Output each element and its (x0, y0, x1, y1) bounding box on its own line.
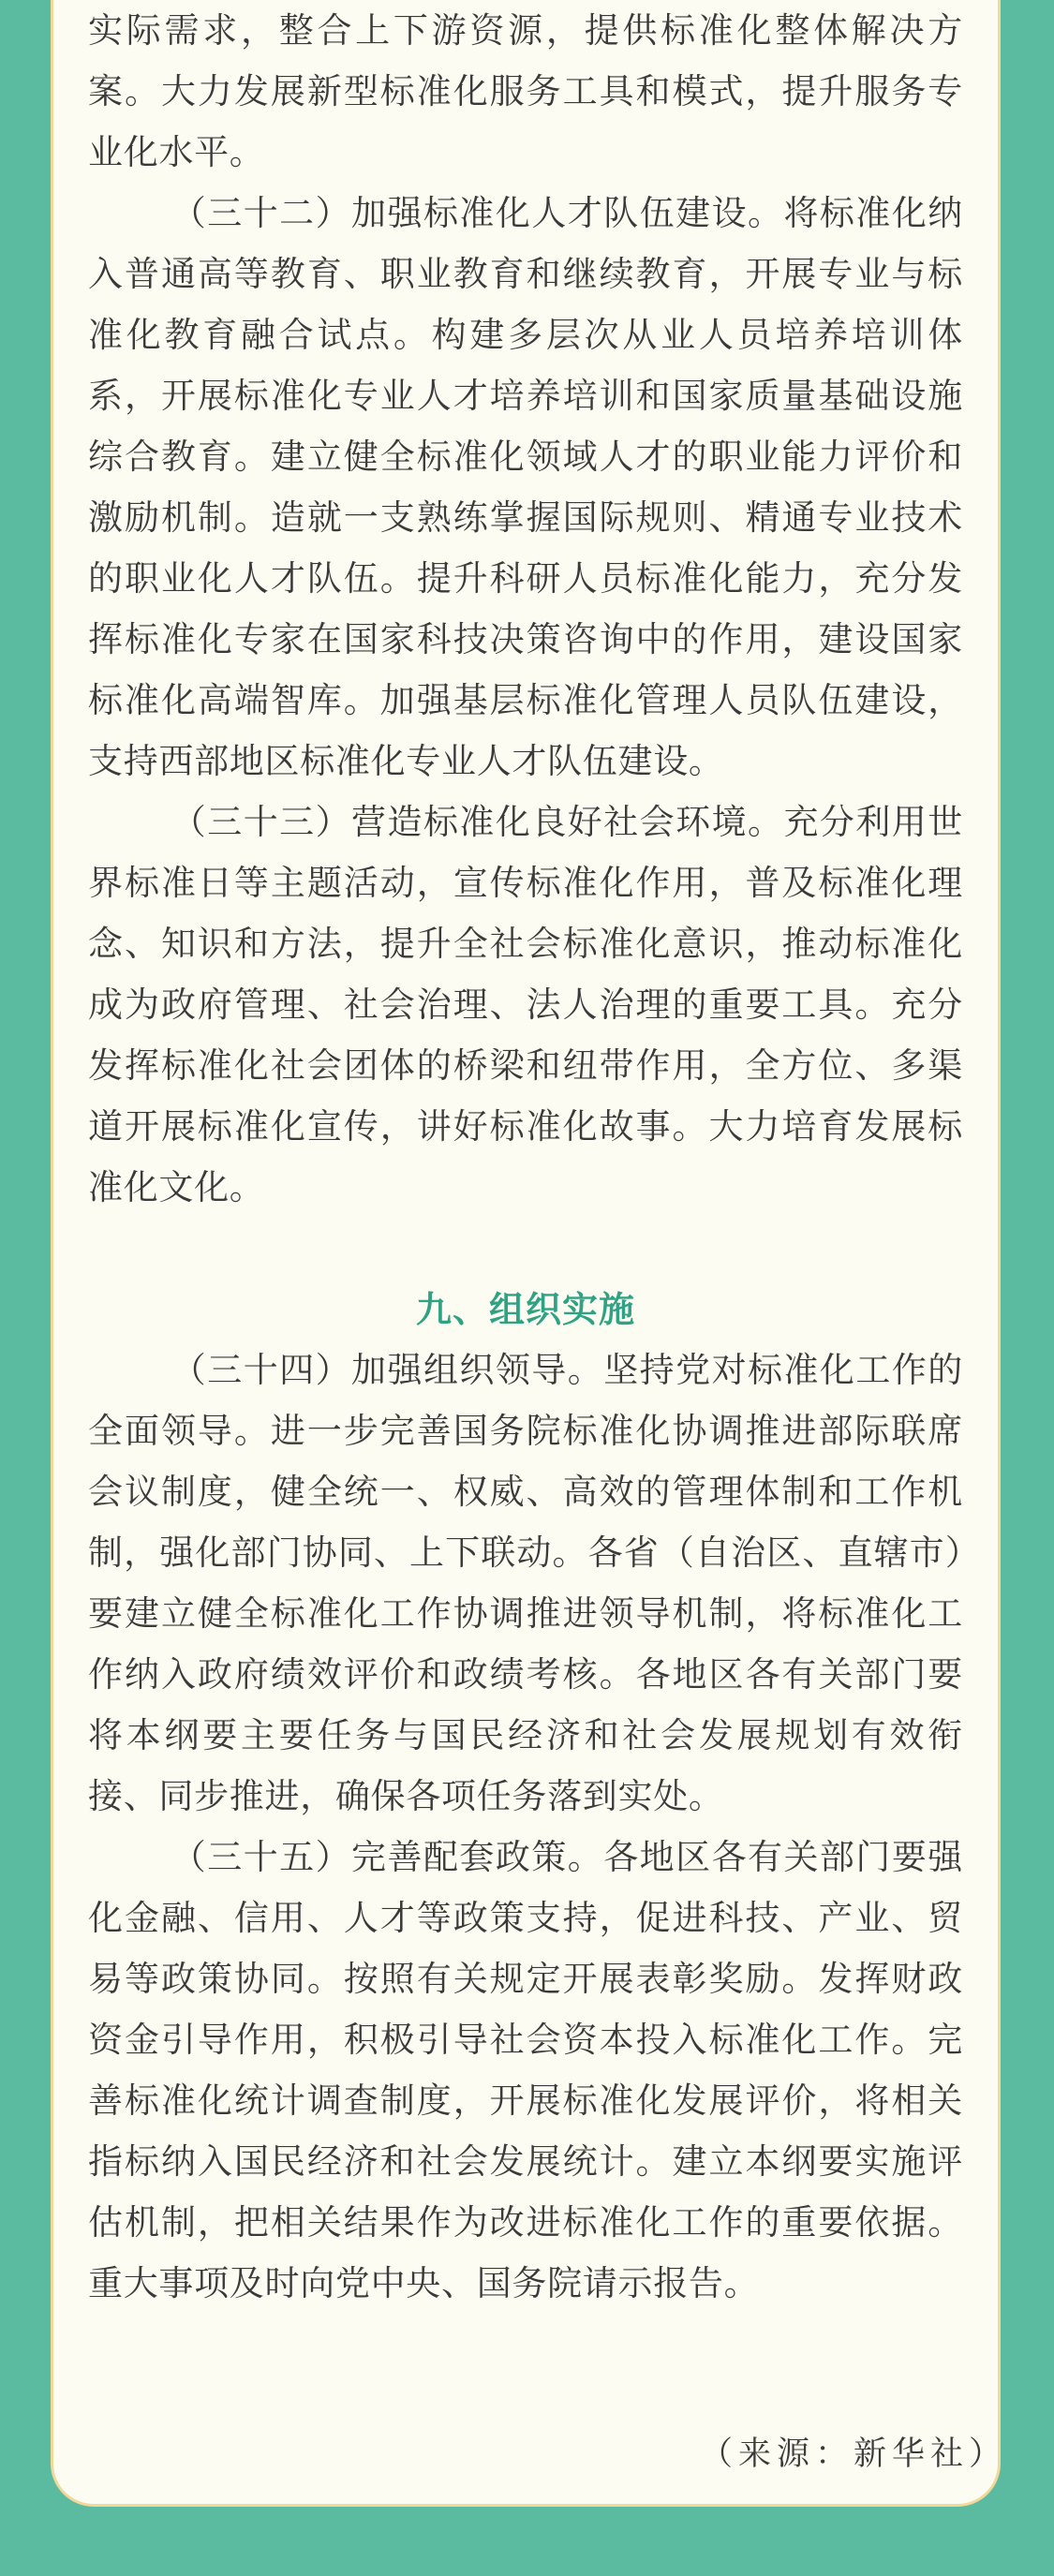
article-body (88, 0, 963, 2314)
paragraph-35: （三十五）完善配套政策。各地区各有关部门要强化金融、信用、人才等政策支持，促进科技、产业、贸易等政策协同。按照有关规定开展表彰奖励。发挥财政资金引导作用，积极引导社会资本投入标准化工作。完善标准化统计调查制度，开展标准化发展评价，将相关指标纳入国民经济和社会发展统计。建立本纲要实施评估机制，把相关结果作为改进标准化工作的重要依据。重大事项及时向党中央、国务院请示报告。 (88, 1837, 963, 2303)
source-credit: （来源：新华社） (699, 2435, 1007, 2473)
paragraph-34: （三十四）加强组织领导。坚持党对标准化工作的全面领导。进一步完善国务院标准化协调推进部际联席会议制度，健全统一、权威、高效的管理体制和工作机制，强化部门协同、上下联动。各省（自治区、直辖市）要建立健全标准化工作协调推进领导机制，将标准化工作纳入政府绩效评价和政绩考核。各地区各有关部门要将本纲要主要任务与国民经济和社会发展规划有效衔接、同步推进，确保各项任务落到实处。 (88, 1350, 963, 1816)
paragraph-33: （三十三）营造标准化良好社会环境。充分利用世界标准日等主题活动，宣传标准化作用，普及标准化理念、知识和方法，提升全社会标准化意识，推动标准化成为政府管理、社会治理、法人治理的重要工具。充分发挥标准化社会团体的桥梁和纽带作用，全方位、多渠道开展标准化宣传，讲好标准化故事。大力培育发展标准化文化。 (88, 802, 963, 1207)
section-title: 九、组织实施 (415, 1288, 635, 1330)
paragraph-32: （三十二）加强标准化人才队伍建设。将标准化纳入普通高等教育、职业教育和继续教育，开展专业与标准化教育融合试点。构建多层次从业人员培养培训体系，开展标准化专业人才培养培训和国家质量基础设施综合教育。建立健全标准化领域人才的职业能力评价和激励机制。造就一支熟练掌握国际规则、精通专业技术的职业化人才队伍。提升科研人员标准化能力，充分发挥标准化专家在国家科技决策咨询中的作用，建设国家标准化高端智库。加强基层标准化管理人员队伍建设，支持西部地区标准化专业人才队伍建设。 (88, 193, 963, 781)
paragraph-continued: 实际需求，整合上下游资源，提供标准化整体解决方案。大力发展新型标准化服务工具和模式，提升服务专业化水平。 (88, 10, 963, 172)
